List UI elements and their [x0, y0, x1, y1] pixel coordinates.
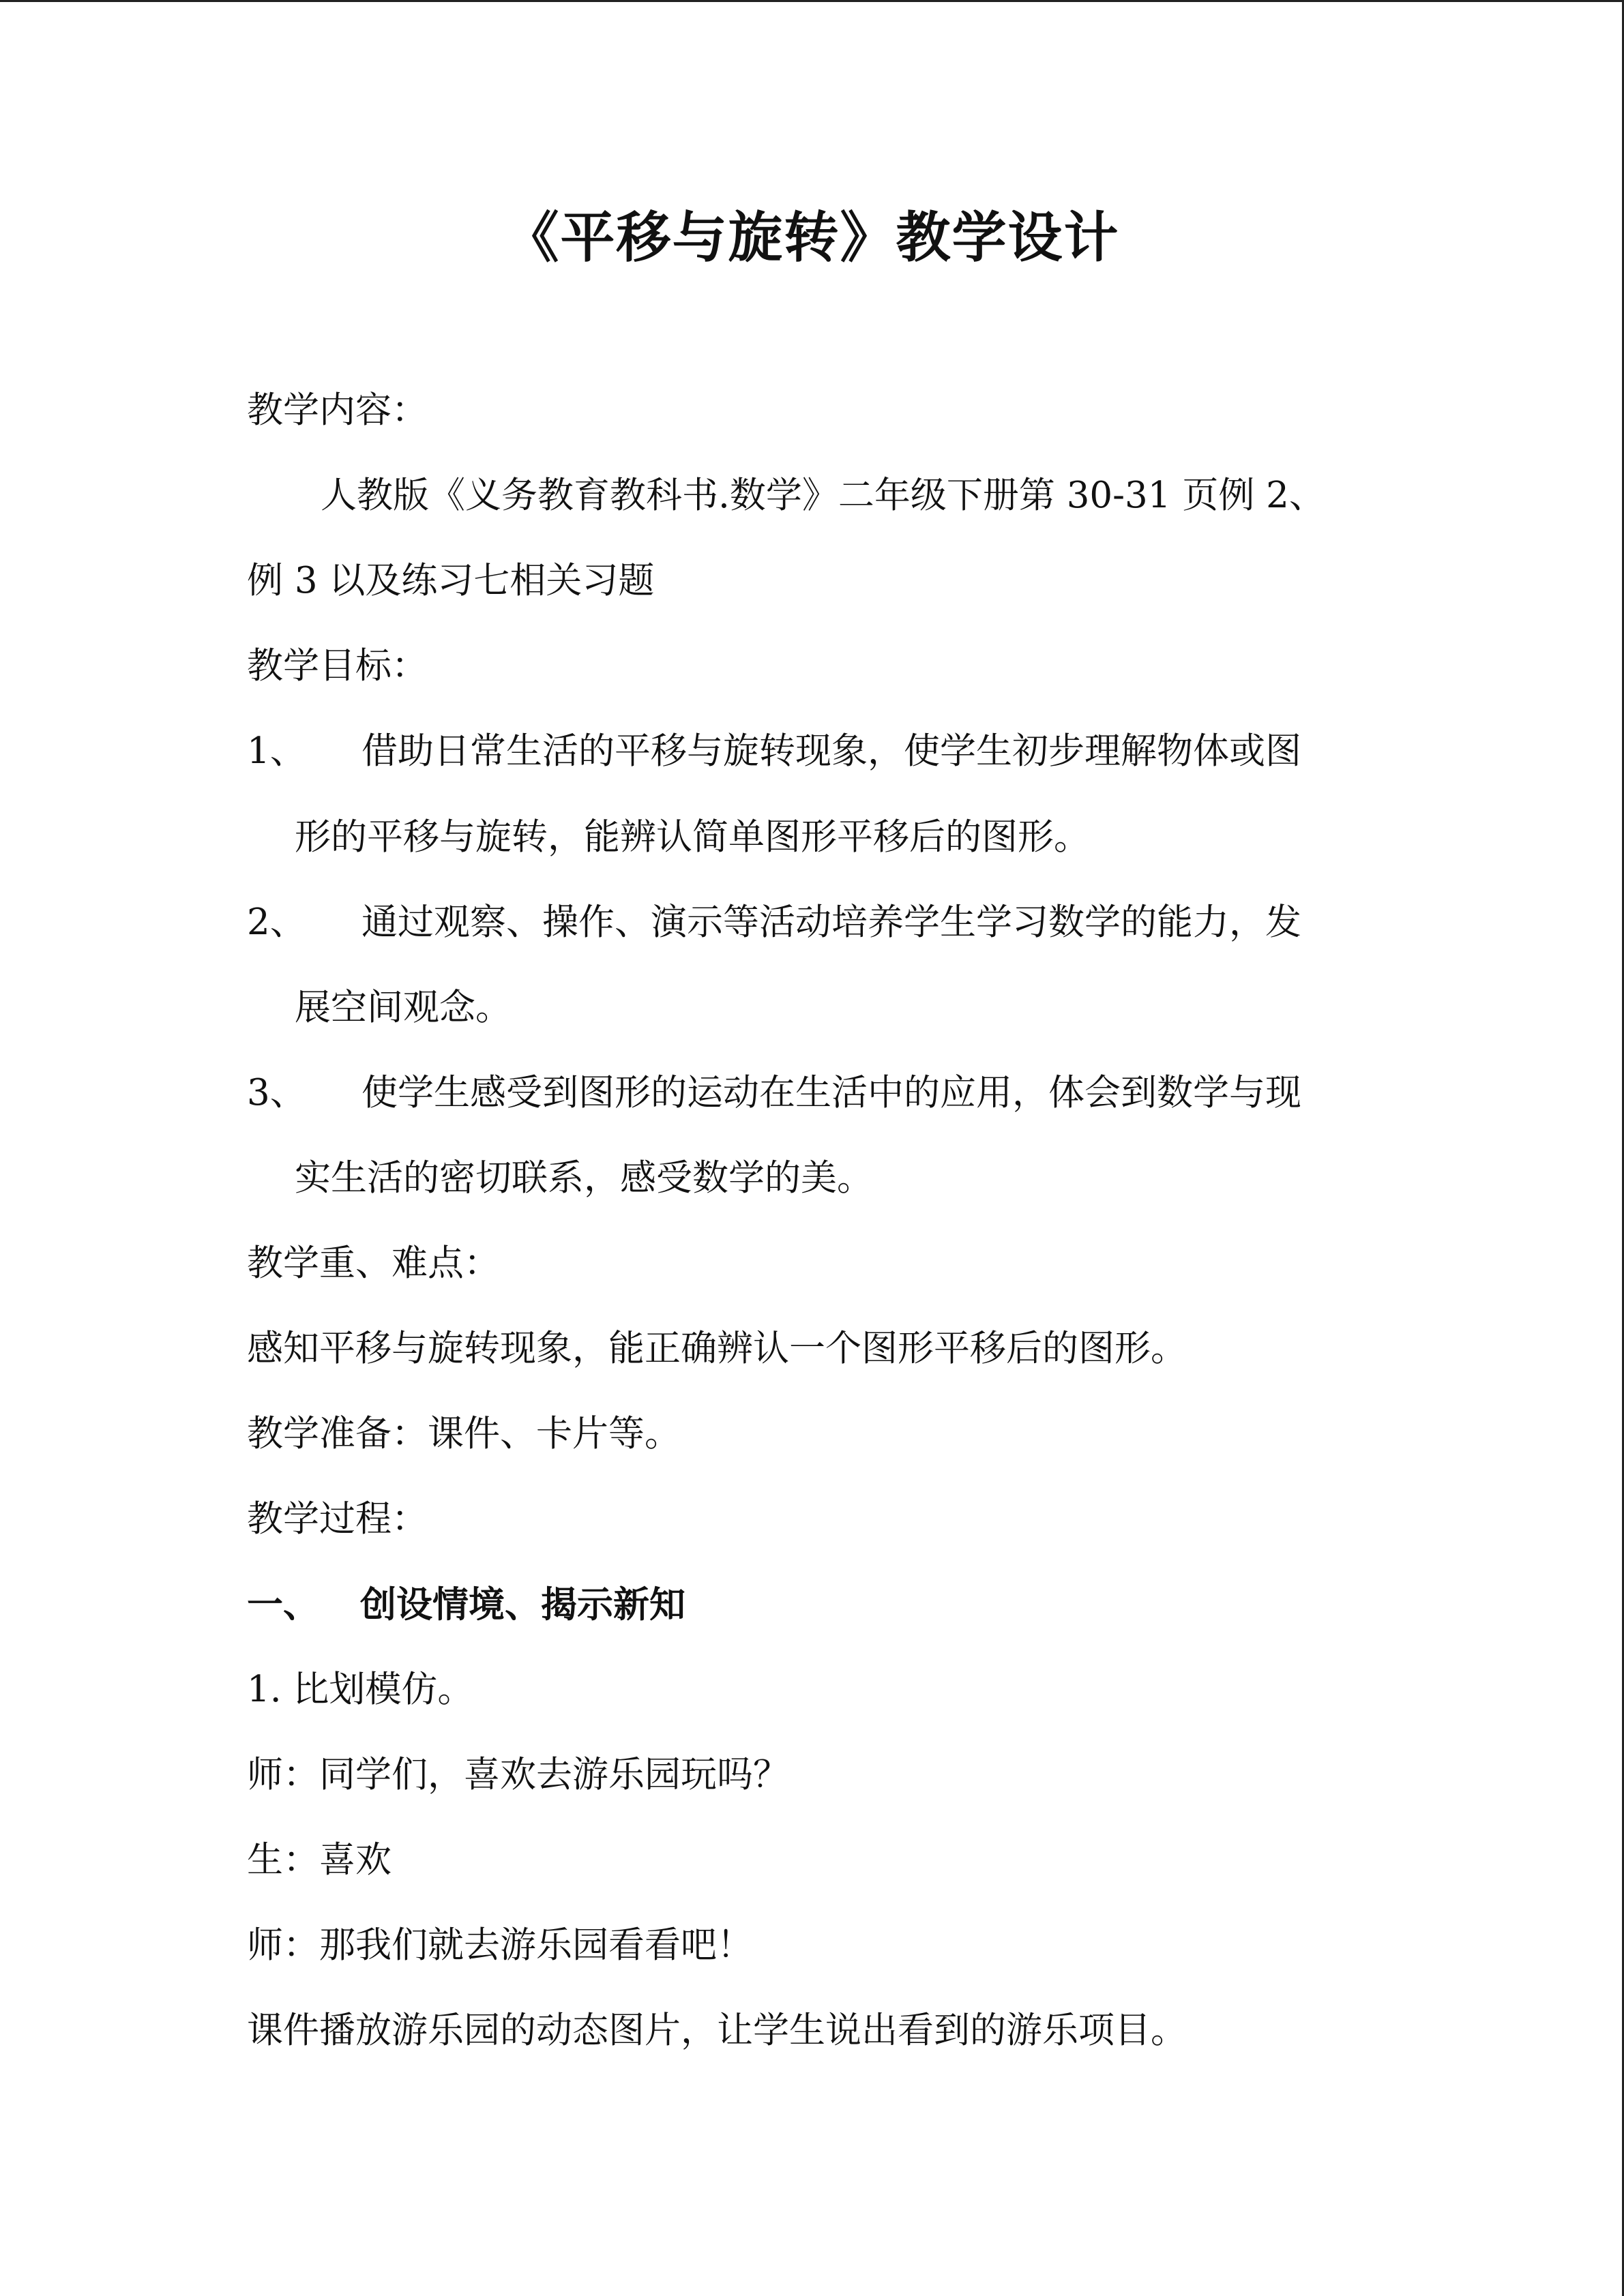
- goal-number: 1、: [247, 730, 306, 772]
- key-points-label: 教学重、难点：: [247, 1242, 500, 1284]
- section-heading-1: [247, 1583, 685, 1626]
- preparation: 教学准备：课件、卡片等。: [247, 1413, 681, 1455]
- goal-number: 2、: [247, 901, 306, 943]
- key-points-text: 感知平移与旋转现象，能正确辨认一个图形平移后的图形。: [247, 1328, 1187, 1369]
- goal-item-1-continued: 形的平移与旋转，能辨认简单图形平移后的图形。: [295, 816, 1090, 858]
- page-border-top: [0, 0, 1624, 2]
- dialog-line: 师：那我们就去游乐园看看吧！: [247, 1924, 753, 1966]
- goal-item-3-continued: 实生活的密切联系，感受数学的美。: [295, 1157, 873, 1199]
- goal-item-1: [247, 730, 1301, 773]
- document-title: 《平移与旋转》教学设计: [504, 205, 1120, 269]
- goal-text-line: 借助日常生活的平移与旋转现象，使学生初步理解物体或图: [361, 730, 1301, 772]
- content-label: 教学内容：: [247, 389, 428, 431]
- goals-label: 教学目标：: [247, 645, 428, 687]
- dialog-line: 师：同学们，喜欢去游乐园玩吗？: [247, 1754, 789, 1795]
- goal-text-line: 使学生感受到图形的运动在生活中的应用，体会到数学与现: [361, 1072, 1301, 1114]
- goal-item-3: [247, 1071, 1301, 1115]
- content-line-1: 人教版《义务教育教科书.数学》二年级下册第 30-31 页例 2、: [321, 475, 1325, 516]
- dialog-line: 生：喜欢: [247, 1839, 392, 1881]
- section-title: 创设情境、揭示新知: [360, 1583, 685, 1626]
- goal-number: 3、: [247, 1072, 306, 1114]
- content-line-2: 例 3 以及练习七相关习题: [247, 560, 655, 601]
- process-label: 教学过程：: [247, 1498, 428, 1540]
- dialog-line: 课件播放游乐园的动态图片，让学生说出看到的游乐项目。: [247, 2010, 1187, 2051]
- goal-item-2-continued: 展空间观念。: [295, 987, 512, 1028]
- goal-text-line: 通过观察、操作、演示等活动培养学生学习数学的能力，发: [361, 901, 1301, 943]
- goal-item-2: [247, 901, 1301, 944]
- step-1: 1. 比划模仿。: [247, 1669, 474, 1710]
- section-number: 一、: [247, 1583, 319, 1626]
